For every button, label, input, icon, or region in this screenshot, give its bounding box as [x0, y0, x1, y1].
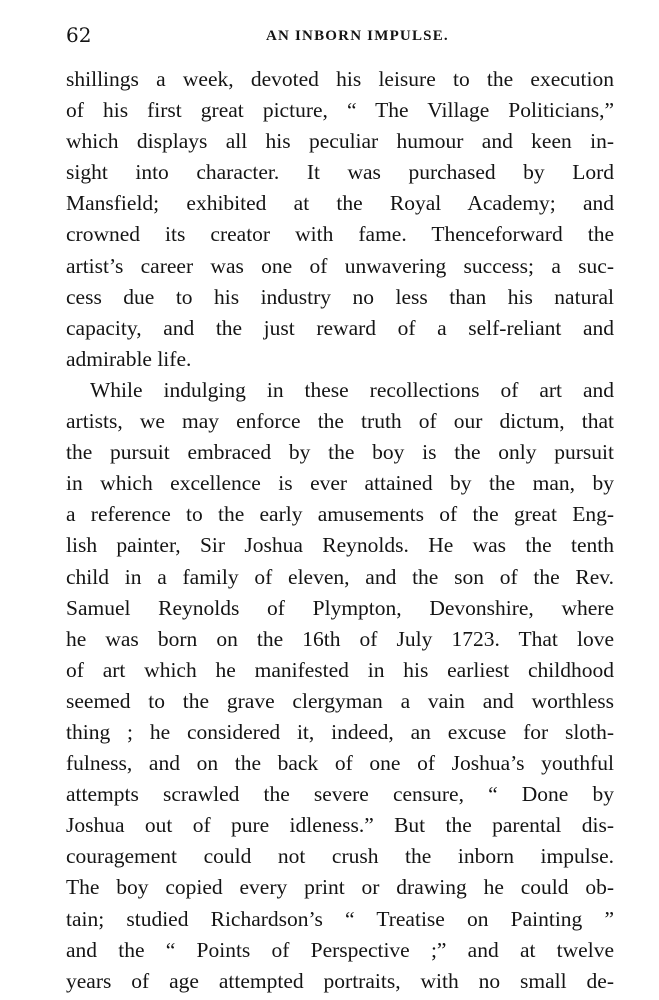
text-line: crowned its creator with fame. Thenceforward the [66, 222, 614, 247]
text-line: admirable life. [66, 346, 192, 371]
text-line: cess due to his industry no less than his natural [66, 284, 614, 309]
text-line: capacity, and the just reward of a self-reliant and [66, 315, 614, 340]
text-line: in which excellence is ever attained by the man, by [66, 471, 614, 496]
text-line: seemed to the grave clergyman a vain and worthless [66, 688, 614, 713]
text-line: While indulging in these recollections of art and [90, 377, 614, 402]
running-head: AN INBORN IMPULSE. [266, 28, 449, 44]
text-line: artists, we may enforce the truth of our dictum, that [66, 409, 614, 434]
text-line: artist’s career was one of unwavering success; a suc- [66, 253, 614, 278]
text-line: lish painter, Sir Joshua Reynolds. He was the tenth [66, 533, 614, 558]
text-line: attempts scrawled the severe censure, “ Done by [66, 782, 614, 807]
text-line: of art which he manifested in his earliest childhood [66, 657, 614, 682]
text-line: couragement could not crush the inborn impulse. [66, 844, 614, 869]
text-line: The boy copied every print or drawing he could ob- [66, 875, 614, 900]
text-line: child in a family of eleven, and the son of the Rev. [66, 564, 614, 589]
text-line: shillings a week, devoted his leisure to the execution [66, 67, 614, 91]
text-line: of his first great picture, “ The Village Politicians,” [66, 98, 614, 123]
body-text [66, 64, 614, 997]
text-line: the pursuit embraced by the boy is the only pursuit [66, 440, 614, 465]
text-line: thing ; he considered it, indeed, an excuse for sloth- [66, 719, 614, 744]
text-line: tain; studied Richardson’s “ Treatise on Painting ” [66, 906, 614, 931]
text-line: Mansfield; exhibited at the Royal Academy; and [66, 191, 614, 216]
text-line: and the “ Points of Perspective ;” and at twelve [66, 937, 614, 962]
text-line: sight into character. It was purchased by Lord [66, 160, 614, 185]
page-header [66, 22, 614, 48]
text-line: Samuel Reynolds of Plympton, Devonshire, where [66, 595, 614, 620]
text-line: fulness, and on the back of one of Joshua’s youthful [66, 751, 614, 776]
text-line: he was born on the 16th of July 1723. That love [66, 626, 614, 651]
text-line: which displays all his peculiar humour and keen in- [66, 129, 614, 154]
text-line: years of age attempted portraits, with no small de- [66, 968, 614, 993]
text-line: a reference to the early amusements of the great Eng- [66, 502, 614, 527]
page-number: 62 [66, 23, 92, 47]
text-line: Joshua out of pure idleness.” But the parental dis- [66, 813, 614, 838]
